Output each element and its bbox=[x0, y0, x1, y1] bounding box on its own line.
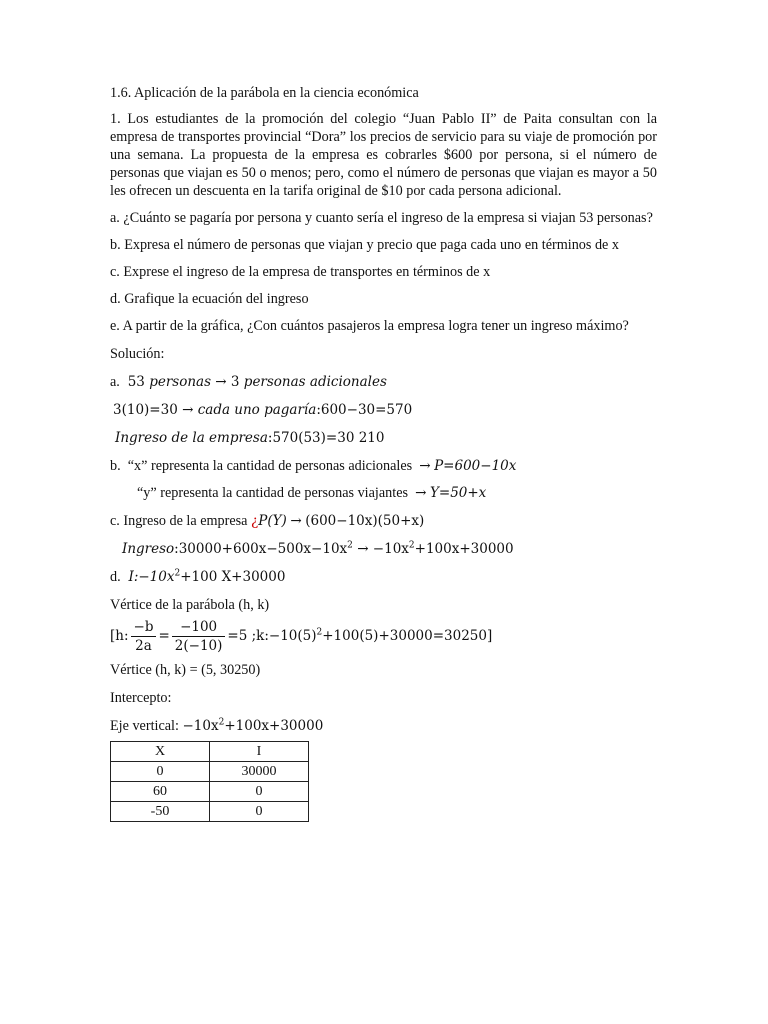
word: personas adicionales bbox=[243, 374, 387, 390]
table-cell: 0 bbox=[210, 802, 309, 822]
question-c: c. Exprese el ingreso de la empresa de transportes en términos de x bbox=[110, 264, 491, 280]
expression: 3(10)=30 bbox=[113, 402, 178, 418]
arrow-icon: → bbox=[419, 458, 431, 474]
question-a: a. ¿Cuánto se pagaría por persona y cuanto sería el ingreso de la empresa si viajan 53 personas? bbox=[110, 210, 653, 226]
solution-d bbox=[110, 568, 657, 586]
table-row bbox=[111, 762, 309, 782]
expression: :570(53)=30 210 bbox=[267, 430, 385, 446]
document-page bbox=[110, 84, 657, 822]
arrow-icon: → bbox=[182, 402, 194, 418]
number: 53 bbox=[127, 374, 145, 390]
number: 3 bbox=[230, 374, 240, 390]
arrow-icon: → bbox=[290, 513, 302, 529]
expression: −10x bbox=[372, 541, 409, 557]
table-cell: 30000 bbox=[210, 762, 309, 782]
solution-a-label: a. bbox=[110, 374, 120, 390]
table-cell: 60 bbox=[111, 782, 210, 802]
expression: P(Y) bbox=[258, 513, 287, 529]
table-header-row bbox=[111, 742, 309, 762]
word: personas bbox=[149, 374, 211, 390]
question-b: b. Expresa el número de personas que viajan y precio que paga cada uno en términos de x bbox=[110, 237, 619, 253]
label: Eje vertical: bbox=[110, 718, 179, 734]
word: cada uno pagaría bbox=[197, 402, 317, 418]
solution-b-line1 bbox=[110, 457, 657, 475]
exponent: 2 bbox=[347, 540, 353, 551]
column-header: X bbox=[111, 742, 210, 762]
expression: [h: bbox=[110, 628, 129, 644]
text: c. Ingreso de la empresa bbox=[110, 513, 248, 529]
solution-a-line2 bbox=[110, 401, 657, 419]
solution-b-line2 bbox=[110, 484, 657, 502]
expression: Y=50+x bbox=[429, 485, 487, 501]
arrow-icon: → bbox=[357, 541, 369, 557]
word: Ingreso bbox=[122, 541, 175, 557]
solution-d-label: d. bbox=[110, 569, 121, 585]
expression: −10x bbox=[182, 718, 219, 734]
exponent: 2 bbox=[316, 627, 323, 638]
problem-statement: 1. Los estudiantes de la promoción del colegio “Juan Pablo II” de Paita consultan con la empresa de transportes provincial “Dora” los precios de servicio para su viaje de promoción por una semana. La propuesta de la empresa es cobrarles $600 por persona, si el número de personas que viajan es 50 o menos; pero, como el número de personas que viajan es mayor a 50 les ofrecen un descuenta en la tarifa original de $10 por cada persona adicional. bbox=[110, 111, 657, 199]
vertex-calculation: [h: $\frac{-b}{2a}$ = $\frac{-100}{2(-10)}$ =5 $;k:-10(5)^2+100(5)+30000=30250$] bbox=[110, 619, 493, 654]
table-cell: 0 bbox=[111, 762, 210, 782]
question-mark: ¿ bbox=[251, 513, 259, 529]
expression: :600−30=570 bbox=[316, 402, 413, 418]
question-e: e. A partir de la gráfica, ¿Con cuántos pasajeros la empresa logra tener un ingreso máximo? bbox=[110, 318, 629, 334]
table-row bbox=[111, 782, 309, 802]
exponent: 2 bbox=[218, 717, 225, 728]
arrow-icon: → bbox=[415, 485, 427, 501]
section-title: 1.6. Aplicación de la parábola en la ciencia económica bbox=[110, 85, 419, 101]
fraction: $\frac{-b}{2a}$ bbox=[131, 618, 157, 655]
text: “y” representa la cantidad de personas viajantes bbox=[137, 485, 409, 501]
solution-c-line1 bbox=[110, 512, 657, 530]
table-row bbox=[111, 802, 309, 822]
expression: =5 ;k:−10(5) bbox=[227, 628, 317, 644]
column-header: I bbox=[210, 742, 309, 762]
vertical-axis-line bbox=[110, 717, 657, 735]
expression: +100x+30000 bbox=[414, 541, 514, 557]
word: Ingreso de la empresa bbox=[115, 430, 268, 446]
solution-a-line3 bbox=[110, 429, 657, 447]
expression: (600−10x)(50+x) bbox=[305, 513, 425, 529]
arrow-icon: → bbox=[215, 374, 227, 390]
expression: +100(5)+30000=30250] bbox=[322, 628, 493, 644]
fraction: $\frac{-100}{2(-10)}$ bbox=[172, 618, 226, 655]
question-d: d. Grafique la ecuación del ingreso bbox=[110, 291, 309, 307]
table-cell: -50 bbox=[111, 802, 210, 822]
expression: P=600−10x bbox=[434, 458, 517, 474]
solution-c-line2 bbox=[110, 540, 657, 558]
solution-b-label: b. bbox=[110, 458, 121, 474]
expression: +100 X+30000 bbox=[180, 569, 286, 585]
expression: I:−10x bbox=[128, 569, 175, 585]
solution-a-line1 bbox=[110, 373, 657, 391]
vertex-title: Vértice de la parábola (h, k) bbox=[110, 597, 270, 613]
exponent: 2 bbox=[174, 568, 181, 579]
exponent: 2 bbox=[408, 540, 415, 551]
intercept-label: Intercepto: bbox=[110, 690, 172, 706]
text: “x” representa la cantidad de personas adicionales bbox=[127, 458, 413, 474]
table-cell: 0 bbox=[210, 782, 309, 802]
vertex-result: Vértice (h, k) = (5, 30250) bbox=[110, 662, 261, 678]
expression: +100x+30000 bbox=[224, 718, 324, 734]
values-table bbox=[110, 741, 309, 822]
solution-label: Solución: bbox=[110, 346, 165, 362]
expression: :30000+600x−500x−10x bbox=[174, 541, 348, 557]
